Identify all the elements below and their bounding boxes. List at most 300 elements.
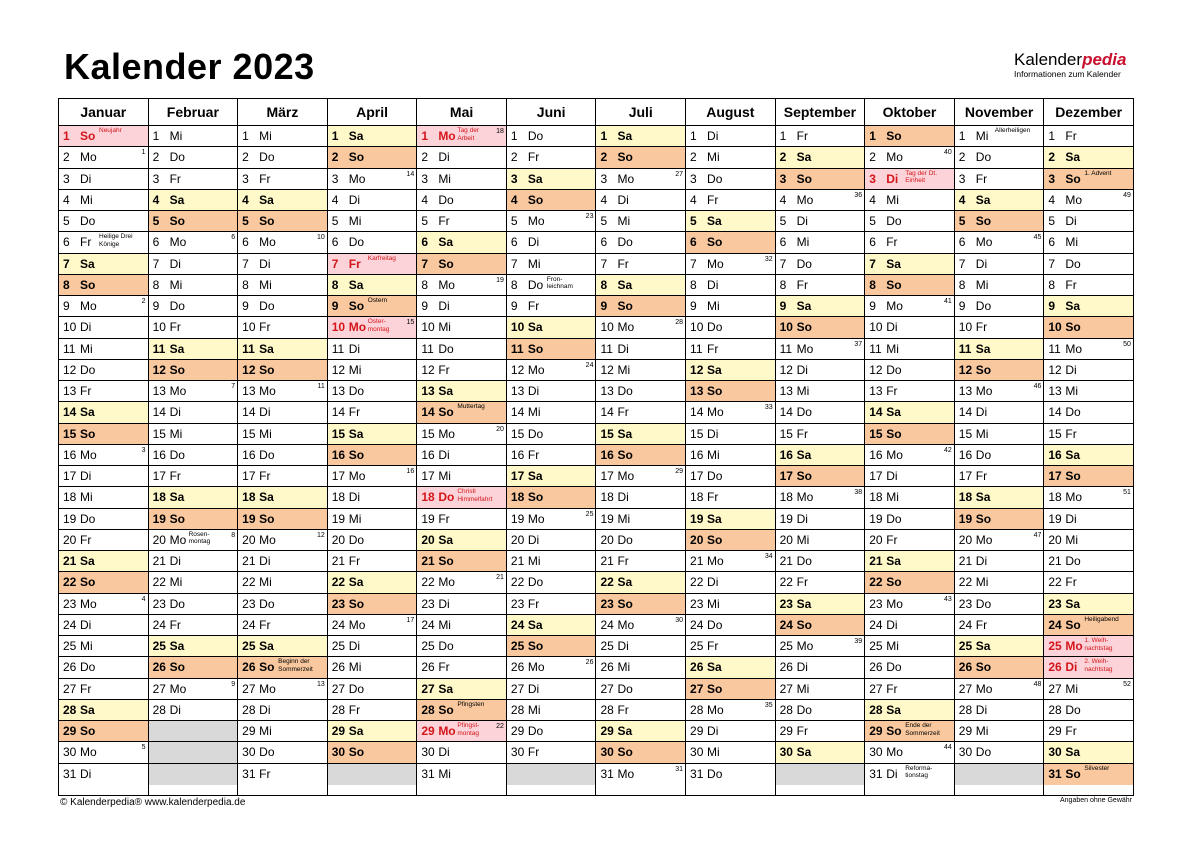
day-number: 25 [600,639,614,653]
day-number: 15 [779,426,793,441]
day-number: 4 [421,192,428,207]
weekday: Mi [169,575,183,590]
day-number: 26 [63,660,77,675]
day-number: 1 [779,129,787,143]
day-cell [417,445,506,466]
day-number: 15 [869,426,883,441]
weekday: Do [975,596,992,611]
day-number: 6 [600,235,608,250]
weekday: Fr [975,469,988,483]
weekday: So [80,724,96,738]
day-number: 23 [331,596,346,611]
day-number: 25 [958,639,973,653]
weekday: Di [169,256,181,271]
day-cell [955,381,1044,402]
weekday: So [707,681,723,696]
weekday: Do [707,617,723,632]
day-cell [417,742,506,763]
day-number: 19 [779,511,793,526]
day-number: 9 [510,299,518,313]
day-number: 18 [958,490,973,505]
day-number: 6 [331,235,339,250]
weekday: Do [617,384,633,398]
day-cell [59,636,148,657]
day-cell [417,232,506,253]
day-number: 24 [63,617,77,632]
day-number: 20 [63,532,77,547]
weekday: Di [1065,214,1077,228]
day-cell [776,636,865,657]
weekday: Mi [975,129,989,143]
day-cell [955,296,1044,317]
day-number: 21 [600,554,614,568]
weekday: Do [527,724,544,738]
week-number: 43 [943,595,952,603]
weekday: So [617,299,633,313]
month-column [328,99,418,795]
disclaimer-text: Angaben ohne Gewähr [1060,797,1132,804]
day-number: 26 [1048,660,1062,675]
weekday: Sa [80,256,95,271]
weekday: Mi [707,299,720,313]
day-number: 21 [779,554,793,568]
day-number: 8 [421,277,428,292]
day-number: 8 [242,277,249,292]
day-number: 25 [421,639,435,653]
day-number: 21 [331,554,346,568]
day-number: 22 [779,575,793,590]
day-cell [59,317,148,338]
day-cell [865,509,954,530]
week-number: 42 [943,446,952,454]
weekday: So [707,235,723,250]
day-number: 27 [242,681,256,696]
day-number: 6 [779,235,787,250]
day-number: 24 [869,617,883,632]
day-number: 18 [510,490,525,505]
day-cell [955,487,1044,508]
weekday: Mi [169,277,183,292]
weekday: Di [527,681,540,696]
day-number: 8 [690,277,697,292]
day-number: 14 [600,405,614,420]
weekday: Mi [1065,532,1079,547]
weekday: Do [707,171,723,186]
month-column [238,99,328,795]
day-number: 23 [421,596,435,611]
weekday: Di [80,320,92,335]
weekday: Do [975,150,992,165]
weekday: Di [886,171,899,186]
day-cell [865,147,954,168]
weekday: Di [707,129,719,143]
day-number: 3 [242,171,249,186]
weekday: Mo [527,511,545,526]
day-cell [955,572,1044,593]
weekday: Mi [617,511,631,526]
weekday: Fr [975,617,988,632]
day-cell [596,721,685,742]
day-cell [328,657,417,678]
weekday: So [438,405,454,420]
week-number: 24 [585,361,594,369]
day-number: 9 [958,299,966,313]
day-cell [149,551,238,572]
day-cell [149,254,238,275]
weekday: Mo [1065,639,1083,653]
day-cell [149,487,238,508]
day-cell [238,551,327,572]
weekday: Sa [707,511,722,526]
weekday: So [438,702,454,717]
day-number: 28 [869,702,883,717]
day-number: 30 [242,745,256,760]
weekday: Mi [80,490,93,505]
day-number: 27 [63,681,77,696]
weekday: Di [1065,511,1077,526]
day-number: 8 [1048,277,1056,292]
month-header: November [955,99,1044,126]
day-number: 5 [510,214,518,228]
day-cell [238,147,327,168]
weekday: Mo [1065,341,1083,356]
weekday: Sa [1065,596,1081,611]
day-number: 3 [510,171,518,186]
day-cell [328,551,417,572]
day-cell [149,381,238,402]
holiday-note: Tag der Dt. Einheit [905,169,937,184]
day-cell [686,594,775,615]
day-cell [328,509,417,530]
day-number: 21 [63,554,77,568]
day-number: 18 [1048,490,1062,505]
weekday: Di [80,171,92,186]
day-number: 11 [510,341,524,356]
weekday: Mo [169,235,187,250]
day-cell [238,700,327,721]
day-number: 12 [242,362,256,377]
day-cell [238,126,327,147]
weekday: Do [259,150,275,165]
day-number: 30 [510,745,525,760]
day-number: 29 [869,724,883,738]
day-number: 8 [600,277,608,292]
weekday: So [438,256,454,271]
day-cell [776,594,865,615]
day-cell [59,509,148,530]
day-number: 4 [242,192,249,207]
day-number: 23 [510,596,525,611]
month-header: August [686,99,775,126]
day-cell [328,636,417,657]
holiday-note: 2. Weih- nachtstag [1084,658,1113,673]
day-cell [955,317,1044,338]
day-cell [865,211,954,232]
day-cell [417,254,506,275]
day-cell [955,530,1044,551]
day-cell [776,679,865,700]
weekday: Fr [796,575,808,590]
day-number: 28 [1048,702,1062,717]
day-number: 19 [600,511,614,526]
weekday: Sa [348,724,364,738]
day-cell [776,487,865,508]
brand-logo[interactable] [1014,51,1154,79]
day-number: 26 [600,660,614,675]
weekday: Do [80,214,96,228]
day-number: 15 [421,426,435,441]
day-cell [149,679,238,700]
day-cell [238,466,327,487]
day-cell [686,296,775,317]
weekday: Sa [617,277,633,292]
weekday: So [438,554,454,568]
weekday: Mi [348,511,362,526]
day-number: 2 [690,150,697,165]
day-number: 12 [63,362,77,377]
weekday: Mi [348,660,362,675]
day-cell [865,700,954,721]
day-cell [776,615,865,636]
day-cell [596,509,685,530]
day-cell [328,275,417,296]
day-cell [955,509,1044,530]
day-cell [328,615,417,636]
weekday: Sa [527,469,543,483]
day-number: 24 [600,617,614,632]
weekday: Fr [1065,724,1077,738]
day-number: 5 [152,214,160,228]
day-cell [238,254,327,275]
week-number: 1 [141,149,146,157]
weekday: Do [80,660,96,675]
week-number: 39 [854,638,863,645]
day-number: 6 [63,235,70,250]
day-cell [686,190,775,211]
day-cell [686,339,775,360]
weekday: Do [169,150,185,165]
weekday: Fr [80,681,92,696]
day-number: 19 [421,511,435,526]
day-cell [238,339,327,360]
weekday: Mo [80,596,97,611]
weekday: Fr [1065,277,1077,292]
week-number: 31 [675,765,684,773]
day-number: 31 [600,766,614,781]
day-cell [596,742,685,763]
day-number: 22 [63,575,77,590]
day-number: 20 [1048,532,1062,547]
day-cell [955,742,1044,763]
day-number: 13 [869,384,883,398]
day-number: 24 [421,617,435,632]
weekday: Sa [527,171,543,186]
weekday: Do [169,299,185,313]
day-cell [776,126,865,147]
day-number: 4 [690,192,697,207]
weekday: Fr [438,214,450,228]
day-cell [59,232,148,253]
day-number: 16 [63,447,77,462]
weekday: Do [438,639,454,653]
day-number: 18 [779,490,793,505]
day-number: 18 [869,490,883,505]
day-number: 28 [421,702,435,717]
day-number: 24 [958,617,973,632]
month-column [149,99,239,795]
week-number: 19 [496,276,504,284]
day-number: 20 [152,532,166,547]
month-header: Oktober [865,99,954,126]
day-number: 19 [1048,511,1062,526]
day-cell [865,657,954,678]
weekday: Mi [1065,384,1079,398]
day-cell [865,317,954,338]
day-cell [507,339,596,360]
weekday: So [80,575,96,590]
weekday: Mi [975,277,989,292]
weekday: Sa [1065,150,1081,165]
day-cell [865,764,954,785]
week-number: 23 [585,213,594,220]
weekday: Sa [796,150,812,165]
day-cell [507,275,596,296]
weekday: Sa [348,129,364,143]
day-cell [507,360,596,381]
day-cell [776,339,865,360]
day-cell [955,700,1044,721]
day-cell [417,211,506,232]
weekday: Fr [169,171,181,186]
day-number: 9 [869,299,876,313]
month-header: Mai [417,99,506,126]
day-number: 4 [1048,192,1056,207]
day-cell [1044,360,1133,381]
day-cell [417,339,506,360]
day-number: 24 [690,617,704,632]
week-number: 20 [496,425,504,433]
day-number: 13 [600,384,614,398]
day-cell [417,487,506,508]
day-number: 20 [958,532,973,547]
day-number: 12 [421,362,435,377]
weekday: Sa [617,724,633,738]
weekday: Mo [169,384,187,398]
month-header: März [238,99,327,126]
weekday: Di [975,702,988,717]
brand-name-part1: Kalender [1014,50,1083,69]
day-cell [686,402,775,423]
weekday: Sa [796,299,812,313]
day-cell [238,742,327,763]
weekday: So [886,129,902,143]
day-cell [596,402,685,423]
day-number: 12 [690,362,704,377]
day-cell [149,615,238,636]
week-number: 34 [764,553,773,560]
day-cell [238,169,327,190]
weekday: Mi [617,660,631,675]
day-cell [596,572,685,593]
week-number: 52 [1123,680,1131,688]
weekday: So [527,639,544,653]
day-cell [955,721,1044,742]
weekday: Do [886,362,902,377]
day-cell [59,147,148,168]
day-cell [149,339,238,360]
day-number: 16 [510,447,525,462]
day-number: 22 [1048,575,1062,590]
day-cell [865,339,954,360]
weekday: Mo [796,341,814,356]
day-number: 23 [690,596,704,611]
weekday: Sa [1065,745,1081,760]
day-cell [596,169,685,190]
weekday: Sa [1065,299,1081,313]
weekday: Di [438,745,450,760]
weekday: Do [169,596,185,611]
day-cell [238,211,327,232]
weekday: Fr [527,150,540,165]
day-cell [596,594,685,615]
weekday: Di [886,320,898,335]
day-cell [596,466,685,487]
weekday: Sa [259,490,274,505]
day-cell [955,254,1044,275]
day-cell [417,679,506,700]
day-number: 6 [958,235,966,250]
weekday: Di [975,256,988,271]
day-number: 24 [331,617,346,632]
day-cell [686,764,775,785]
day-number: 8 [779,277,787,292]
weekday: Mi [438,171,451,186]
weekday: Mi [438,320,451,335]
day-cell [686,211,775,232]
weekday: Mi [259,277,272,292]
weekday: Mo [438,724,456,738]
holiday-note: Reforma- tionstag [905,764,933,779]
day-number: 27 [1048,681,1062,696]
day-cell [686,530,775,551]
day-cell [1044,445,1133,466]
day-cell [865,296,954,317]
day-number: 12 [1048,362,1062,377]
weekday: Di [259,405,271,420]
day-cell [865,402,954,423]
day-number: 8 [63,277,70,292]
day-cell [686,487,775,508]
day-cell [1044,126,1133,147]
weekday: Mi [707,745,720,760]
weekday: Do [527,129,544,143]
day-number: 7 [779,256,787,271]
day-cell [328,466,417,487]
day-cell [507,445,596,466]
day-number: 29 [331,724,346,738]
weekday: Sa [80,405,95,420]
day-number: 10 [1048,320,1062,335]
day-number: 10 [510,320,525,335]
day-number: 27 [331,681,346,696]
week-number: 2 [141,298,146,305]
day-cell [596,296,685,317]
weekday: Mi [796,681,810,696]
weekday: Di [438,150,450,165]
weekday: Sa [527,320,543,335]
day-number: 14 [331,405,346,420]
day-number: 14 [152,405,166,420]
